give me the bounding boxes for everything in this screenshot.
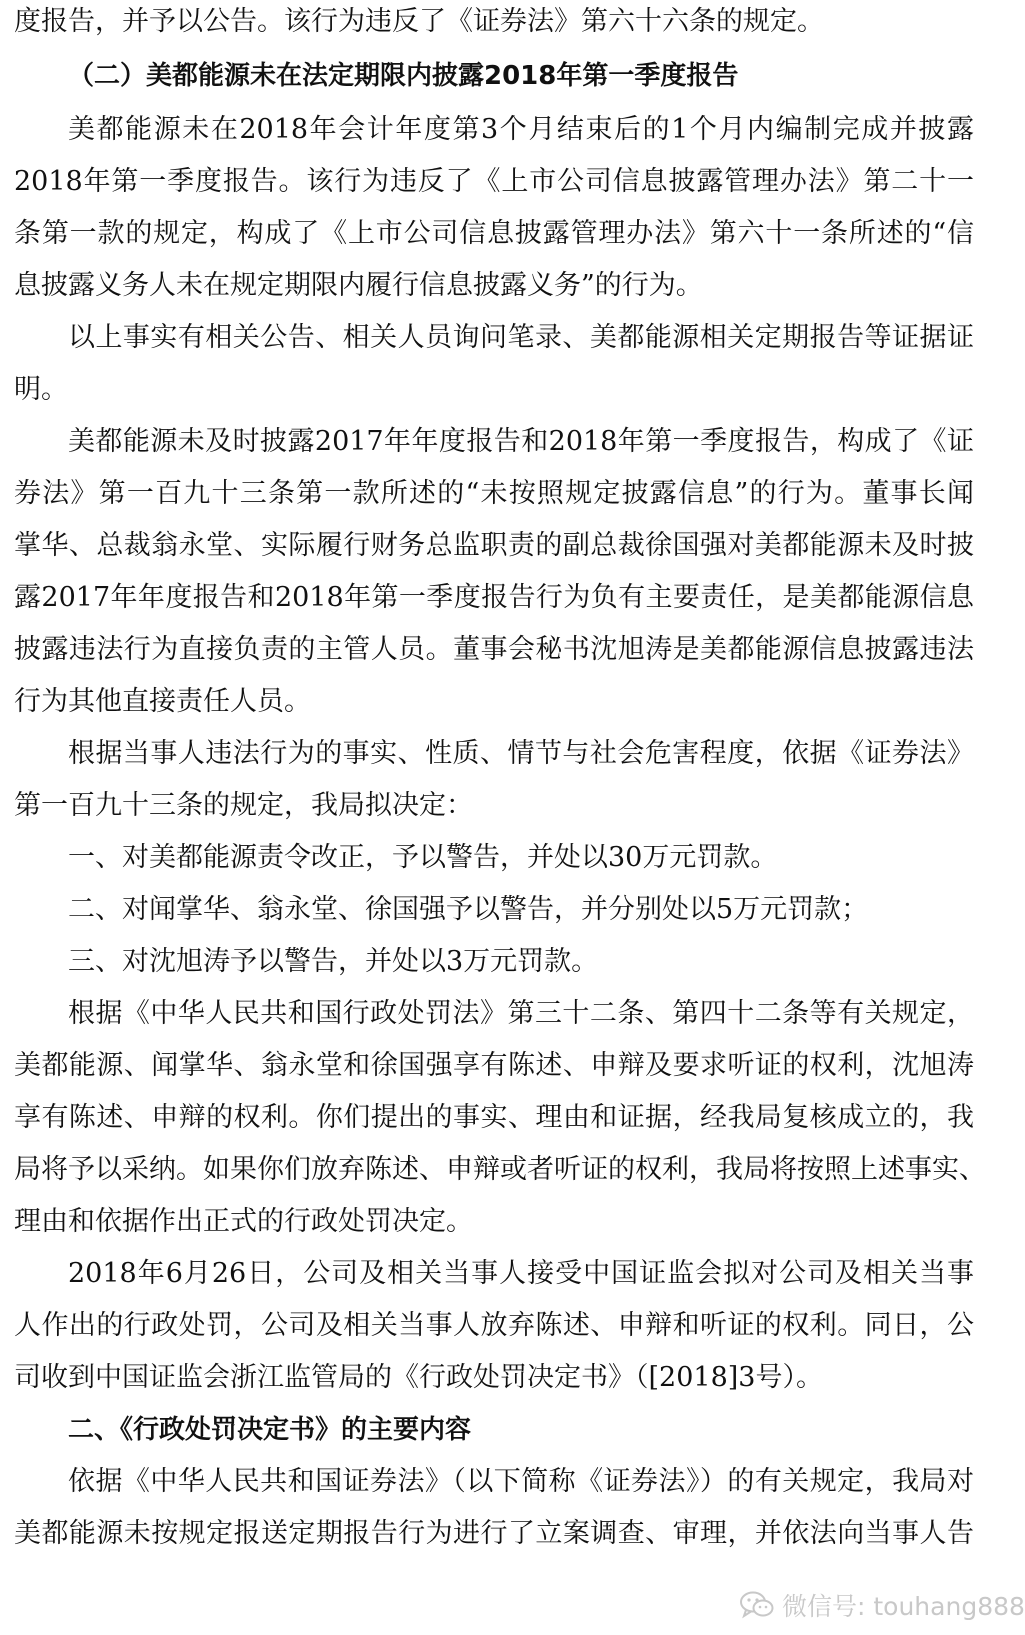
text-line: 度报告，并予以公告。该行为违反了《证券法》第六十六条的规定。 — [14, 6, 824, 37]
text-line: 以上事实有相关公告、相关人员询问笔录、美都能源相关定期报告等证据证 — [68, 322, 974, 353]
text-line: 根据当事人违法行为的事实、性质、情节与社会危害程度，依据《证券法》 — [68, 738, 974, 769]
watermark-text: 微信号: touhang888 — [782, 1592, 1025, 1621]
text-line: 第一百九十三条的规定，我局拟决定： — [14, 790, 473, 821]
text-line: 依据《中华人民共和国证券法》（以下简称《证券法》）的有关规定，我局对 — [68, 1466, 974, 1497]
wechat-icon — [740, 1591, 774, 1619]
text-line: 美都能源未在2018年会计年度第3个月结束后的1个月内编制完成并披露 — [68, 114, 974, 145]
text-line: 三、对沈旭涛予以警告，并处以3万元罚款。 — [68, 946, 599, 977]
text-line: 根据《中华人民共和国行政处罚法》第三十二条、第四十二条等有关规定， — [68, 998, 974, 1029]
text-line: 2018年6月26日，公司及相关当事人接受中国证监会拟对公司及相关当事 — [68, 1258, 974, 1289]
text-line: 局将予以采纳。如果你们放弃陈述、申辩或者听证的权利，我局将按照上述事实、 — [14, 1154, 986, 1185]
text-line: 披露违法行为直接负责的主管人员。董事会秘书沈旭涛是美都能源信息披露违法 — [14, 634, 974, 665]
text-line: 露2017年年度报告和2018年第一季度报告行为负有主要责任，是美都能源信息 — [14, 582, 974, 613]
section-subheading: （二）美都能源未在法定期限内披露2018年第一季度报告 — [68, 61, 739, 91]
text-line: 享有陈述、申辩的权利。你们提出的事实、理由和证据，经我局复核成立的，我 — [14, 1102, 974, 1133]
text-line: 明。 — [14, 374, 68, 405]
text-line: 掌华、总裁翁永堂、实际履行财务总监职责的副总裁徐国强对美都能源未及时披 — [14, 530, 974, 561]
text-line: 二、对闻掌华、翁永堂、徐国强予以警告，并分别处以5万元罚款； — [68, 894, 869, 925]
text-line: 理由和依据作出正式的行政处罚决定。 — [14, 1206, 473, 1237]
text-line: 行为其他直接责任人员。 — [14, 686, 311, 717]
text-line: 美都能源未按规定报送定期报告行为进行了立案调查、审理，并依法向当事人告 — [14, 1518, 974, 1549]
text-line: 券法》第一百九十三条第一款所述的“未按照规定披露信息”的行为。董事长闻 — [14, 478, 974, 509]
text-line: 司收到中国证监会浙江监管局的《行政处罚决定书》（[2018]3号）。 — [14, 1362, 823, 1393]
text-line: 条第一款的规定，构成了《上市公司信息披露管理办法》第六十一条所述的“信 — [14, 218, 974, 249]
text-line: 2018年第一季度报告。该行为违反了《上市公司信息披露管理办法》第二十一 — [14, 166, 974, 197]
text-line: 息披露义务人未在规定期限内履行信息披露义务”的行为。 — [14, 270, 703, 301]
text-line: 美都能源未及时披露2017年年度报告和2018年第一季度报告，构成了《证 — [68, 426, 974, 457]
text-line: 人作出的行政处罚，公司及相关当事人放弃陈述、申辩和听证的权利。同日，公 — [14, 1310, 974, 1341]
wechat-watermark — [740, 1585, 1025, 1625]
text-line: 美都能源、闻掌华、翁永堂和徐国强享有陈述、申辩及要求听证的权利，沈旭涛 — [14, 1050, 974, 1081]
section-heading: 二、《行政处罚决定书》的主要内容 — [68, 1415, 472, 1445]
text-line: 一、对美都能源责令改正，予以警告，并处以30万元罚款。 — [68, 842, 778, 873]
